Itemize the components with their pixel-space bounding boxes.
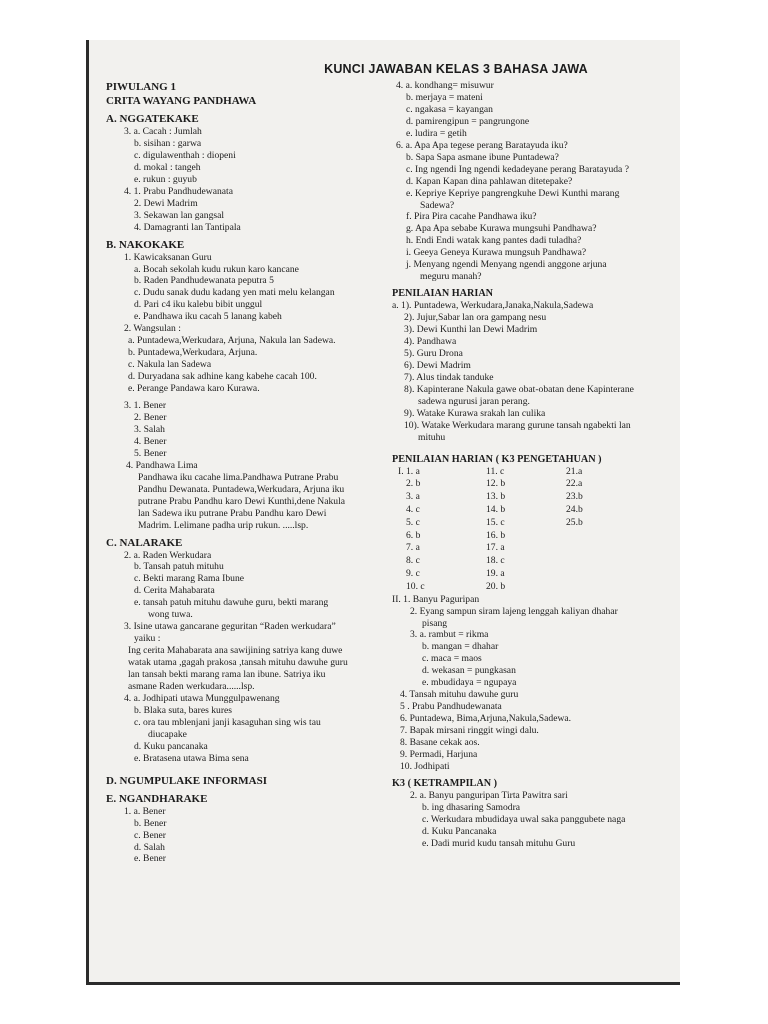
text-line: 7. Bapak mirsani ringgit wingi dalu. (400, 725, 539, 737)
text-line: a. 1). Puntadewa, Werkudara,Janaka,Nakula,Sadewa (392, 300, 594, 312)
text-line: c. maca = maos (422, 653, 482, 665)
section-heading: D. NGUMPULAKE INFORMASI (106, 774, 268, 787)
answer-cell: 2. b (406, 478, 421, 490)
text-line: diucapake (148, 728, 187, 740)
text-line: 4). Pandhawa (404, 336, 457, 348)
text-line: putrane Prabu Pandhu karo Dewi Kunthi,dene Nakula (138, 495, 346, 507)
text-line: b. Tansah patuh mituhu (134, 561, 224, 573)
answer-cell (566, 555, 626, 568)
text-line: wong tuwa. (148, 609, 193, 621)
text-line: 5). Guru Drona (404, 348, 463, 360)
text-line: 2. Bener (134, 411, 167, 423)
answer-cell: 9. c (406, 568, 420, 580)
text-line: c. Nakula lan Sadewa (128, 359, 212, 371)
text-line: 3. 1. Bener (124, 400, 167, 412)
text-line: d. Cerita Mahabarata (134, 585, 215, 597)
text-line: 2. Eyang sampun siram lajeng lenggah kaliyan dhahar (410, 605, 618, 617)
text-line: lan Sadewa iku putrane Prabu Pandhu karo Dewi (138, 507, 327, 519)
text-line: 4. a. Jodhipati utawa Munggulpawenang (124, 692, 280, 704)
text-line: d. wekasan = pungkasan (422, 665, 516, 677)
answer-cell: 7. a (406, 542, 420, 554)
text-line: d. Salah (134, 841, 165, 853)
answer-cell: I. 1. a (398, 465, 420, 477)
text-line: 2). Jujur,Sabar lan ora gampang nesu (404, 312, 547, 324)
answer-cell: 20. b (486, 580, 506, 592)
text-line: 3. a. Cacah : Jumlah (124, 126, 202, 137)
answer-cell: 21.a (566, 465, 583, 477)
text-line: c. ngakasa = kayangan (406, 103, 493, 115)
text-line: 4. 1. Prabu Pandhudewanata (124, 185, 233, 197)
text-line: Madrim. Lelimane padha urip rukun. .....lsp. (138, 519, 309, 531)
answer-cell: 11. c (486, 465, 505, 477)
answer-cell: 14. b (486, 504, 506, 516)
section-heading: CRITA WAYANG PANDHAWA (106, 95, 257, 107)
text-line: e. mbudidaya = ngupaya (422, 677, 517, 689)
text-line: b. Sapa Sapa asmane ibune Puntadewa? (406, 151, 559, 163)
text-line: 2. a. Raden Werkudara (124, 549, 212, 561)
text-line: d. Kapan Kapan dina pahlawan ditetepake? (406, 175, 573, 187)
text-line: 5 . Prabu Pandhudewanata (400, 701, 502, 713)
text-line: 3. a. rambut = rikma (410, 629, 489, 641)
text-line: d. Kuku Pancanaka (422, 825, 497, 837)
text-line: watak utama ,gagah prakosa ,tansah mituhu dawuhe guru (128, 657, 348, 669)
text-line: asmane Raden werkudara......lsp. (128, 680, 255, 692)
answer-cell: 25.b (566, 516, 583, 528)
document-page (86, 40, 680, 985)
text-line: b. Raden Pandhudewanata peputra 5 (134, 275, 274, 287)
text-line: 4. Bener (134, 435, 167, 447)
text-line: 6). Dewi Madrim (404, 359, 471, 371)
text-line: 4. Tansah mituhu dawuhe guru (400, 689, 519, 701)
answer-cell (566, 542, 626, 555)
text-line: 9. Permadi, Harjuna (400, 749, 478, 760)
text-line: 5. Bener (134, 447, 167, 459)
answer-cell: 5. c (406, 516, 420, 528)
text-line: c. digulawenthah : diopeni (134, 149, 236, 161)
text-line: 3). Dewi Kunthi lan Dewi Madrim (404, 324, 538, 336)
text-line: e. tansah patuh mituhu dawuhe guru, bekti marang (134, 597, 329, 609)
text-line: 10). Watake Werkudara marang gurune tansah ngabekti lan (404, 419, 631, 431)
answer-cell: 24.b (566, 504, 583, 516)
section-heading: PIWULANG 1 (106, 81, 176, 93)
text-line: 4. a. kondhang= misuwur (396, 80, 494, 91)
text-line: e. Bratasena utawa Bima sena (134, 752, 249, 764)
text-line: e. Pandhawa iku cacah 5 lanang kabeh (134, 311, 282, 323)
text-line: Sadewa? (420, 199, 455, 211)
text-line: h. Endi Endi watak kang pantes dadi tuladha? (406, 235, 582, 247)
text-line: d. pamirengipun = pangrungone (406, 115, 530, 127)
answer-cell (566, 581, 626, 594)
text-line: f. Pira Pira cacahe Pandhawa iku? (406, 211, 537, 223)
scan-edge-left (86, 40, 89, 985)
answer-cell: 6. b (406, 529, 421, 541)
text-line: 7). Alus tindak tanduke (404, 371, 494, 383)
text-line: d. Duryadana sak adhine kang kabehe cacah 100. (128, 371, 317, 383)
text-line: 9). Watake Kurawa srakah lan culika (404, 407, 546, 419)
answer-cell: 17. a (486, 542, 505, 554)
text-line: pisang (422, 617, 448, 629)
text-line: e. Perange Pandawa karo Kurawa. (128, 383, 260, 395)
answer-cell: 23.b (566, 491, 583, 503)
right-top-section (392, 80, 672, 466)
text-line: 1. a. Bener (124, 805, 166, 817)
text-line: g. Apa Apa sebabe Kurawa mungsuhi Pandhawa? (406, 223, 597, 235)
section-heading: E. NGANDHARAKE (106, 792, 208, 805)
text-line: 2. a. Banyu panguripan Tirta Pawitra sari (410, 789, 568, 801)
scan-edge-bottom (86, 982, 680, 985)
text-line: e. Dadi murid kudu tansah mituhu Guru (422, 837, 576, 849)
spacer (392, 444, 672, 449)
answer-cell: 15. c (486, 516, 505, 528)
answer-cell: 19. a (486, 568, 505, 580)
text-line: 8). Kapinterane Nakula gawe obat-obatan dene Kapinterane (404, 383, 634, 395)
text-line: b. Bener (134, 817, 167, 829)
text-line: e. Bener (134, 853, 166, 865)
text-line: d. Pari c4 iku kalebu bibit unggul (134, 299, 263, 311)
text-line: II. 1. Banyu Paguripan (392, 593, 480, 605)
right-column (392, 80, 672, 850)
text-line: 6. Puntadewa, Bima,Arjuna,Nakula,Sadewa. (400, 713, 572, 725)
text-line: 4. Pandhawa Lima (126, 459, 198, 471)
page-title: KUNCI JAWABAN KELAS 3 BAHASA JAWA (324, 62, 588, 76)
text-line: b. sisihan : garwa (134, 137, 202, 149)
answer-cell: 13. b (486, 491, 506, 503)
text-line: 6. a. Apa Apa tegese perang Baratayuda iku? (396, 139, 568, 151)
text-line: 4. Damagranti lan Tantipala (134, 221, 241, 233)
text-line: 2. Wangsulan : (124, 323, 181, 335)
text-line: a. Puntadewa,Werkudara, Arjuna, Nakula lan Sadewa. (128, 335, 336, 347)
text-line: b. Puntadewa,Werkudara, Arjuna. (128, 347, 258, 359)
text-line: Ing cerita Mahabarata ana sawijining satriya kang duwe (128, 645, 343, 657)
text-line: 3. Sekawan lan gangsal (134, 209, 225, 221)
text-line: c. ora tau mblenjani janji kasaguhan sing wis tau (134, 716, 321, 728)
text-line: 10. Jodhipati (400, 760, 450, 772)
answer-grid (398, 466, 672, 594)
text-line: b. merjaya = mateni (406, 91, 483, 103)
text-line: 8. Basane cekak aos. (400, 737, 480, 749)
text-line: j. Menyang ngendi Menyang ngendi anggone arjuna (406, 259, 607, 271)
text-line: Pandhu Dewanata. Puntadewa,Werkudara, Arjuna iku (138, 483, 345, 495)
answer-cell: 3. a (406, 491, 420, 503)
text-line: b. Blaka suta, bares kures (134, 704, 233, 716)
section-heading: PENILAIAN HARIAN (392, 288, 494, 300)
section-heading: A. NGGATEKAKE (106, 113, 199, 125)
spacer (106, 765, 396, 770)
text-line: c. Dudu sanak dudu kadang yen mati melu kelangan (134, 287, 335, 299)
text-line: e. rukun : guyub (134, 173, 197, 185)
text-line: Pandhawa iku cacahe lima.Pandhawa Putrane Prabu (138, 471, 339, 483)
right-bottom-section (392, 594, 672, 850)
text-line: mituhu (418, 431, 446, 443)
text-line: meguru manah? (420, 271, 482, 283)
text-line: i. Geeya Geneya Kurawa mungsuh Pandhawa? (406, 247, 587, 259)
answer-cell: 18. c (486, 555, 505, 567)
answer-cell: 4. c (406, 504, 420, 516)
text-line: c. Bekti marang Rama Ibune (134, 573, 245, 585)
section-heading: K3 ( KETRAMPILAN ) (392, 777, 497, 789)
answer-cell (566, 568, 626, 581)
text-line: c. Ing ngendi Ing ngendi kedadeyane perang Baratayuda ? (406, 163, 629, 175)
text-line: e. ludira = getih (406, 127, 467, 139)
answer-cell: 12. b (486, 478, 506, 490)
left-column (106, 80, 396, 865)
text-line: c. Bener (134, 829, 166, 841)
text-line: 3. Isine utawa gancarane geguritan “Raden werkudara” (124, 621, 336, 633)
text-line: yaiku : (134, 633, 161, 645)
answer-cell (566, 530, 626, 543)
text-line: 1. Kawicaksanan Guru (124, 251, 212, 263)
text-line: d. mokal : tangeh (134, 161, 201, 173)
text-line: lan tansah bekti marang rama lan ibune. Satriya iku (128, 669, 326, 681)
answer-cell: 22.a (566, 478, 583, 490)
section-heading: B. NAKOKAKE (106, 238, 185, 251)
text-line: 2. Dewi Madrim (134, 197, 198, 209)
answer-cell: 8. c (406, 555, 420, 567)
text-line: c. Werkudara mbudidaya uwal saka panggubete naga (422, 813, 626, 825)
text-line: a. Bocah sekolah kudu rukun karo kancane (134, 263, 299, 275)
text-line: 3. Salah (134, 423, 165, 435)
text-line: sadewa ngurusi jaran perang. (418, 395, 530, 407)
text-line: b. mangan = dhahar (422, 641, 499, 653)
section-heading: PENILAIAN HARIAN ( K3 PENGETAHUAN ) (392, 453, 602, 465)
section-heading: C. NALARAKE (106, 536, 183, 549)
answer-cell: 16. b (486, 529, 506, 541)
text-line: b. ing dhasaring Samodra (422, 801, 521, 813)
text-line: e. Kepriye Kepriye pangrengkuhe Dewi Kunthi marang (406, 187, 620, 199)
answer-cell: 10. c (406, 580, 425, 592)
text-line: d. Kuku pancanaka (134, 740, 208, 752)
